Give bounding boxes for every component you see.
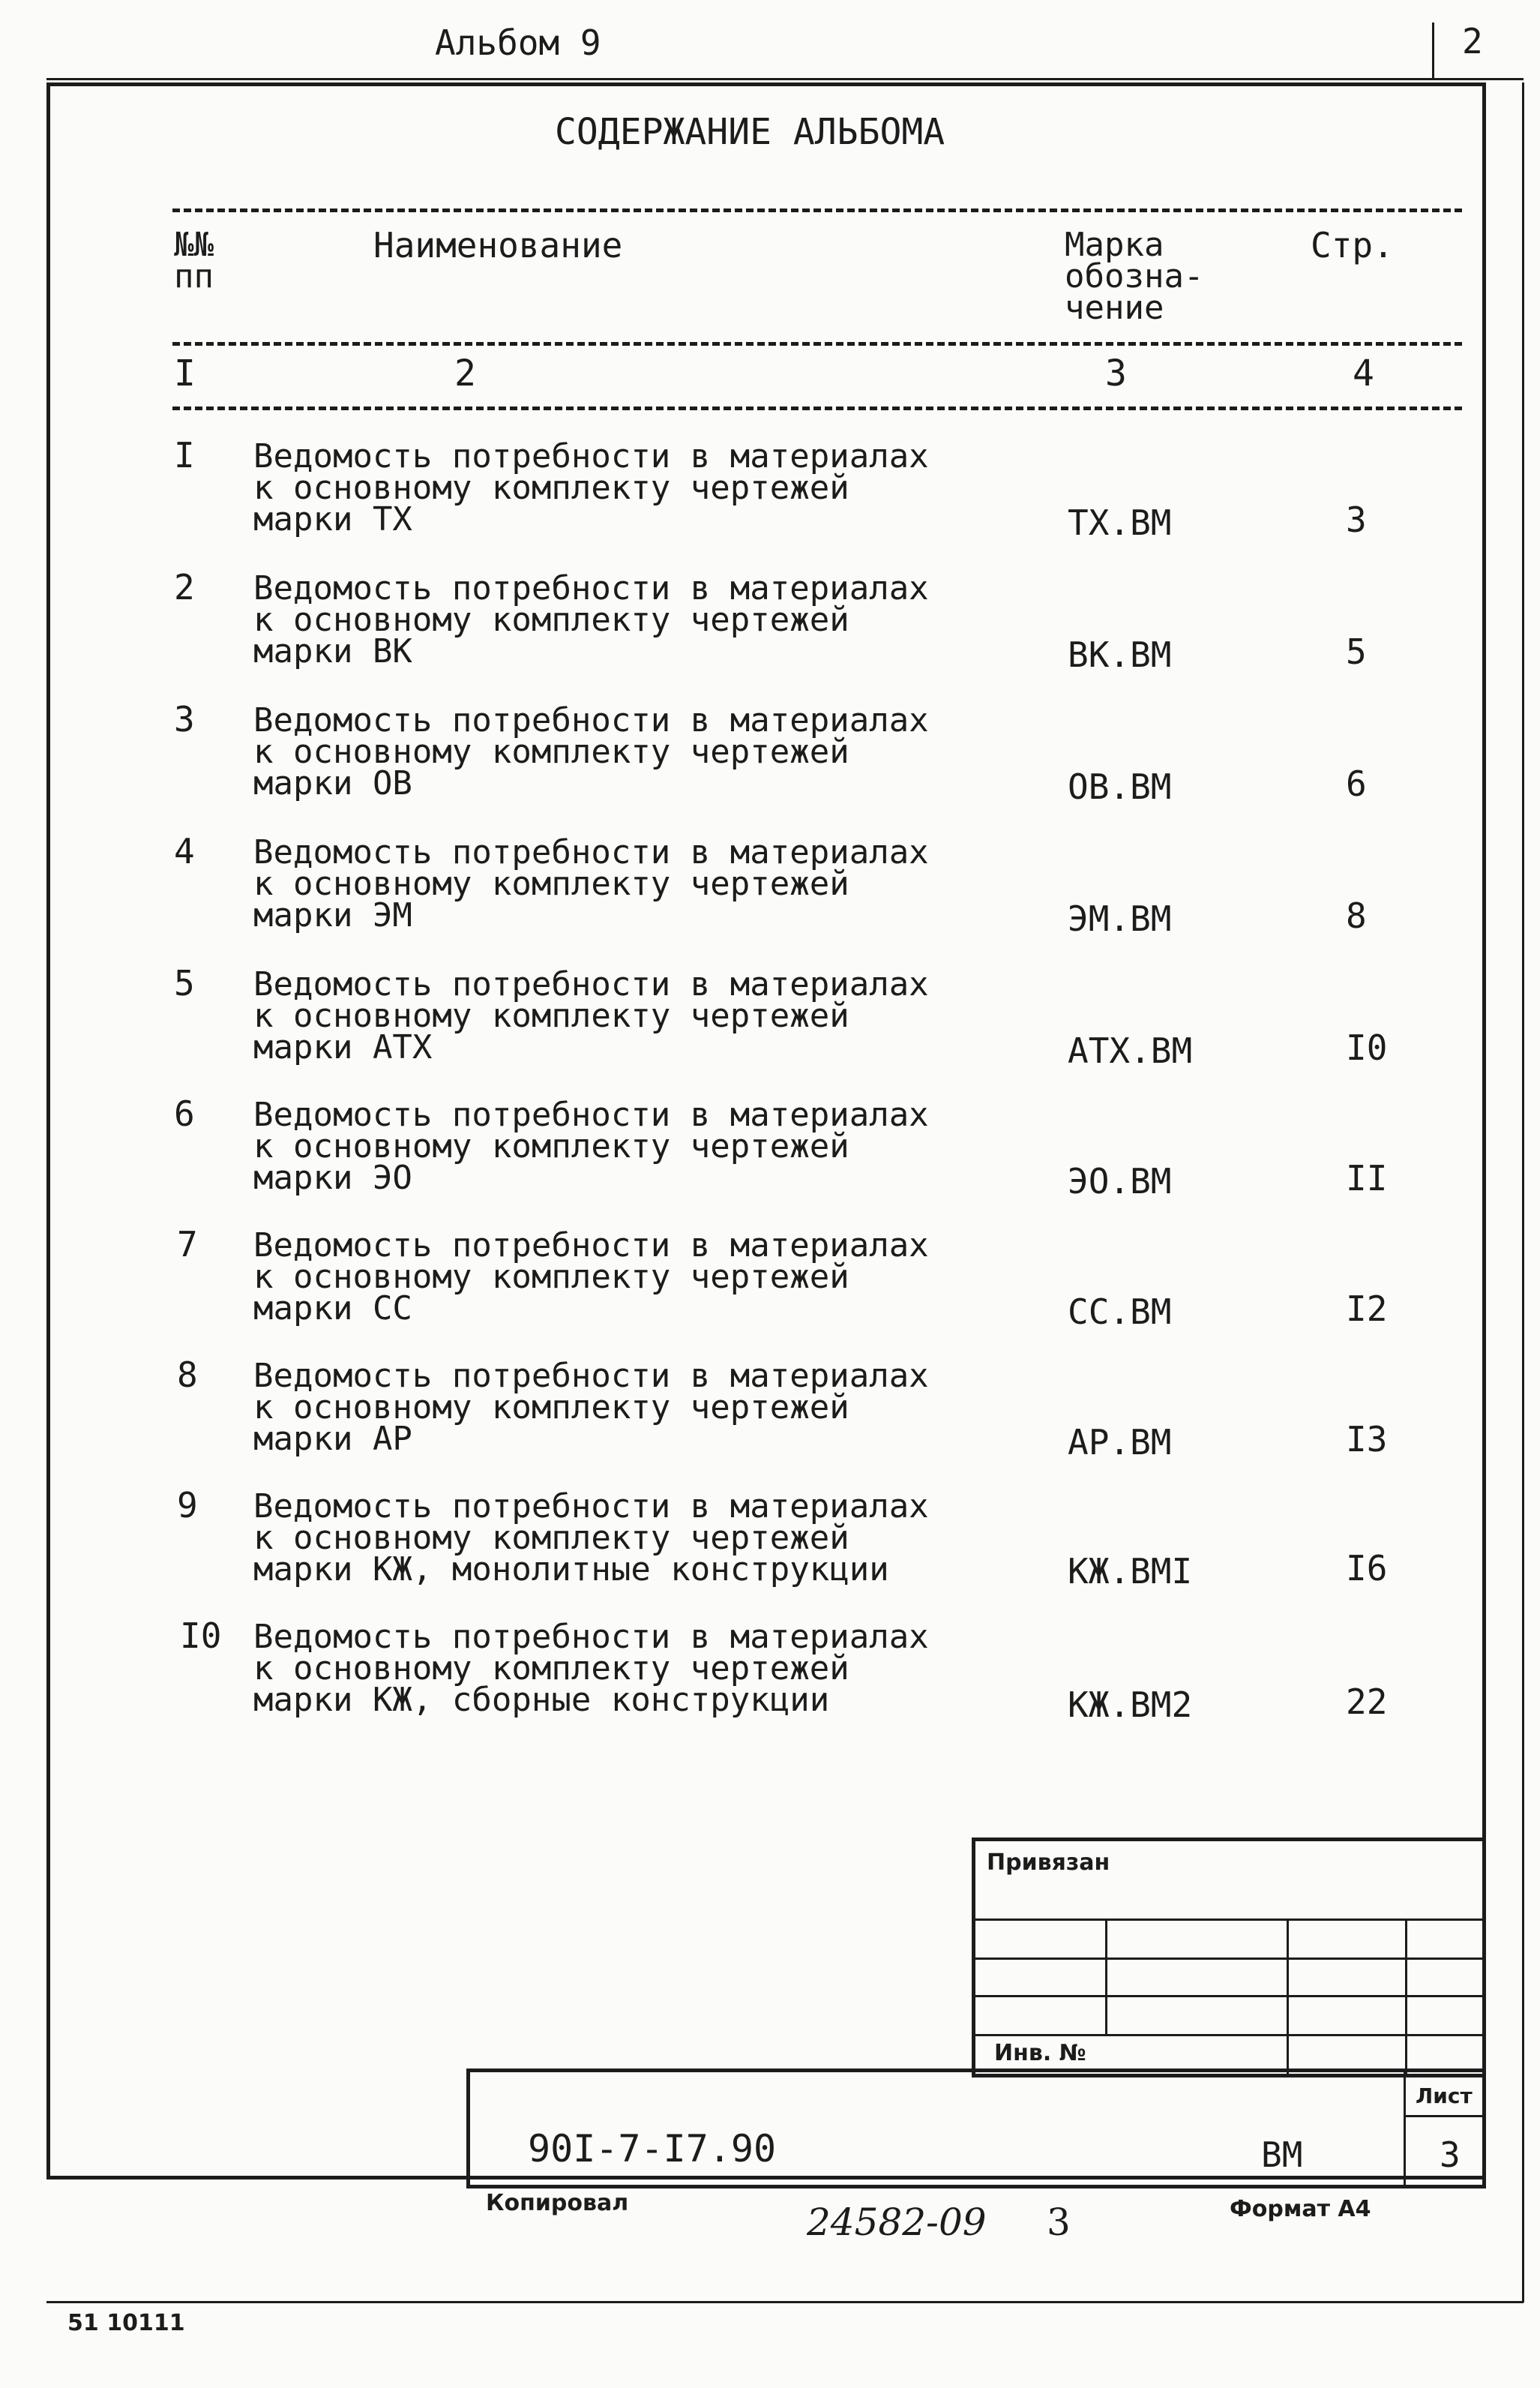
row-page: 5 xyxy=(1346,632,1367,672)
stamp-line xyxy=(972,1958,1486,1960)
row-name: Ведомость потребности в материалах к основному комплекту чертежей марки ВК xyxy=(253,569,929,670)
outer-bottom-line xyxy=(46,2301,1524,2303)
row-num: I0 xyxy=(180,1616,222,1656)
top-right-divider xyxy=(1432,22,1434,78)
stamp-line xyxy=(972,2034,1486,2036)
header-mid-rule xyxy=(172,342,1462,346)
format-label: Формат А4 xyxy=(1230,2196,1371,2222)
row-mark: КЖ.ВМI xyxy=(1068,1551,1193,1592)
col-number-4: 4 xyxy=(1353,352,1374,394)
row-name: Ведомость потребности в материалах к основному комплекту чертежей марки ТХ xyxy=(253,437,929,538)
row-page: I0 xyxy=(1346,1028,1388,1068)
title-block-hline xyxy=(1404,2115,1486,2117)
row-name: Ведомость потребности в материалах к основному комплекту чертежей марки ЭО xyxy=(253,1096,929,1197)
stamp-vline xyxy=(1405,1918,1407,2078)
row-num: 4 xyxy=(174,831,195,872)
row-num: 2 xyxy=(174,567,195,608)
title-block-vline xyxy=(1404,2068,1406,2188)
row-mark: ЭМ.ВМ xyxy=(1068,898,1172,939)
header-page: Стр. xyxy=(1311,225,1394,266)
row-mark: ВК.ВМ xyxy=(1068,634,1172,675)
page-title: СОДЕРЖАНИЕ АЛЬБОМА xyxy=(555,111,945,153)
row-page: 6 xyxy=(1346,764,1367,804)
stamp-vline xyxy=(1287,1918,1289,2078)
row-mark: СС.ВМ xyxy=(1068,1292,1172,1332)
row-page: 3 xyxy=(1346,500,1367,540)
row-mark: КЖ.ВМ2 xyxy=(1068,1684,1193,1725)
stamp-line xyxy=(972,1995,1486,1997)
row-page: 22 xyxy=(1346,1682,1388,1722)
row-name: Ведомость потребности в материалах к основному комплекту чертежей марки КЖ, сборные конструкции xyxy=(253,1618,929,1719)
row-num: 9 xyxy=(177,1485,198,1526)
col-number-1: I xyxy=(174,352,196,394)
row-page: II xyxy=(1346,1158,1388,1198)
doc-code: 90I-7-I7.90 xyxy=(528,2127,777,2170)
col-number-3: 3 xyxy=(1105,352,1127,394)
handwritten-num: 3 xyxy=(1047,2200,1071,2244)
row-name: Ведомость потребности в материалах к основному комплекту чертежей марки ЭМ xyxy=(253,833,929,934)
doc-mark: ВМ xyxy=(1261,2134,1303,2175)
inv-label: Инв. № xyxy=(994,2040,1086,2066)
sheet-label: Лист xyxy=(1416,2084,1473,2108)
album-label: Альбом 9 xyxy=(435,22,601,63)
row-page: I3 xyxy=(1346,1419,1388,1460)
outer-right-line xyxy=(1522,82,1524,2302)
stamp-vline xyxy=(1105,1918,1107,2034)
header-mark: Марка обозна- чение xyxy=(1065,226,1204,327)
row-name: Ведомость потребности в материалах к основному комплекту чертежей марки СС xyxy=(253,1226,929,1328)
row-name: Ведомость потребности в материалах к основному комплекту чертежей марки АР xyxy=(253,1357,929,1458)
row-page: 8 xyxy=(1346,896,1367,936)
row-mark: ТХ.ВМ xyxy=(1068,502,1172,543)
stamp-line xyxy=(972,1918,1486,1921)
row-name: Ведомость потребности в материалах к основному комплекту чертежей марки КЖ, монолитные конструкции xyxy=(253,1487,929,1588)
row-num: 3 xyxy=(174,699,195,740)
header-bottom-rule xyxy=(172,406,1462,410)
top-frame-line xyxy=(46,78,1524,80)
sheet-value: 3 xyxy=(1440,2134,1461,2175)
row-page: I2 xyxy=(1346,1288,1388,1329)
copied-label: Копировал xyxy=(486,2190,629,2216)
row-num: 6 xyxy=(174,1094,195,1134)
row-num: 5 xyxy=(174,963,195,1004)
header-name: Наименование xyxy=(373,225,623,266)
col-number-2: 2 xyxy=(454,352,476,394)
row-mark: АР.ВМ xyxy=(1068,1422,1172,1462)
header-num: №№ пп xyxy=(174,226,214,296)
row-num: I xyxy=(174,435,195,476)
header-top-rule xyxy=(172,208,1462,212)
linked-label: Привязан xyxy=(987,1850,1110,1876)
handwritten-code: 24582-09 xyxy=(807,2200,987,2244)
row-num: 8 xyxy=(177,1354,198,1395)
row-num: 7 xyxy=(177,1224,198,1264)
row-name: Ведомость потребности в материалах к основному комплекту чертежей марки АТХ xyxy=(253,965,929,1066)
sheet-number-top: 2 xyxy=(1462,21,1483,62)
row-mark: ЭО.ВМ xyxy=(1068,1161,1172,1202)
row-page: I6 xyxy=(1346,1548,1388,1588)
row-mark: АТХ.ВМ xyxy=(1068,1030,1193,1071)
row-mark: ОВ.ВМ xyxy=(1068,766,1172,807)
row-name: Ведомость потребности в материалах к основному комплекту чертежей марки ОВ xyxy=(253,701,929,802)
corner-code: 51 10111 xyxy=(67,2310,185,2336)
